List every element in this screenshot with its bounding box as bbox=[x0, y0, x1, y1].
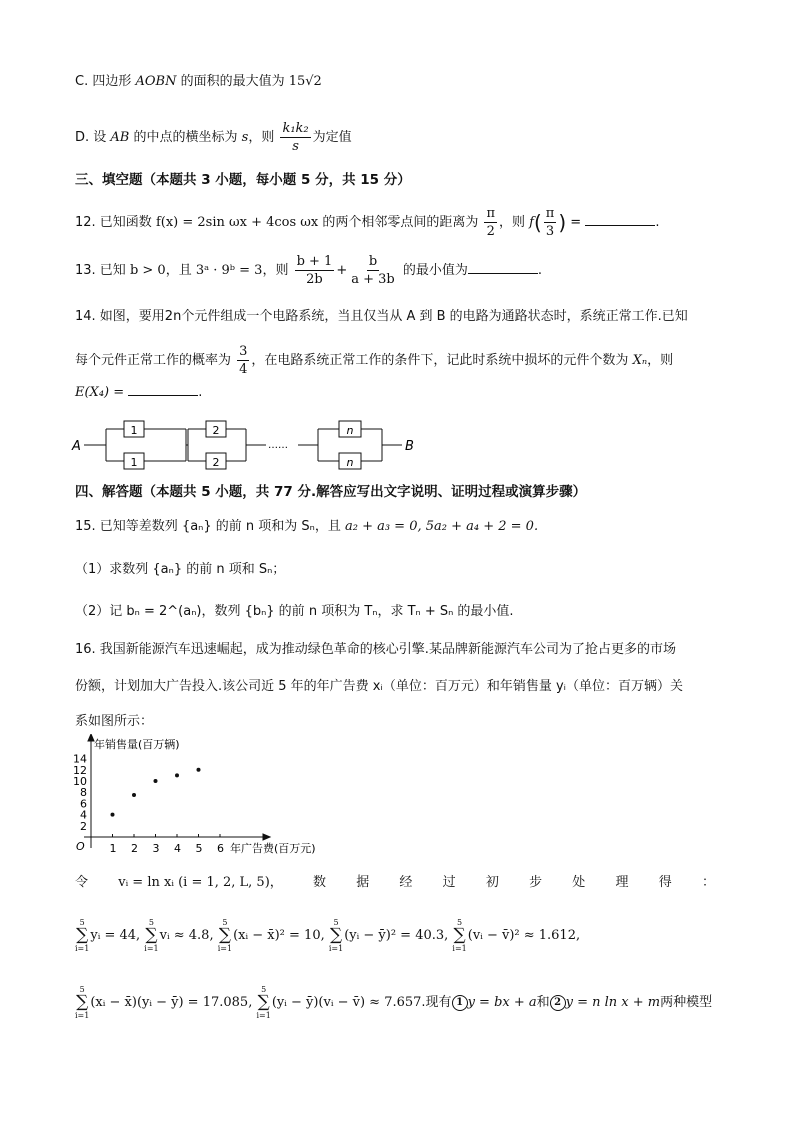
data-point bbox=[111, 813, 115, 817]
stat-svv: (vᵢ − v̄)² ≈ 1.612, bbox=[467, 928, 581, 943]
q13-text: 13. 已知 bbox=[75, 263, 130, 278]
option-c-text2: 的面积的最大值为 bbox=[176, 74, 289, 89]
summation-symbol bbox=[75, 918, 89, 953]
summation-symbol bbox=[329, 918, 343, 953]
q13-fraction-1 bbox=[295, 253, 335, 288]
summation-symbol bbox=[256, 985, 270, 1020]
plus-sign: + bbox=[336, 263, 348, 278]
section-4-heading: 四、解答题（本题共 5 小题，共 77 分.解答应写出文字说明、证明过程或演算步骤） bbox=[75, 484, 587, 500]
sum-sign: ∑ bbox=[76, 992, 89, 1012]
q12-text: 12. 已知函数 bbox=[75, 215, 156, 230]
word: 处 bbox=[572, 875, 586, 890]
sum-sign: ∑ bbox=[145, 925, 158, 945]
option-c-value: 15√2 bbox=[288, 74, 322, 89]
word: 过 bbox=[442, 875, 456, 890]
fraction-k1k2-over-s bbox=[280, 120, 310, 155]
q16-tail: 两种模型 bbox=[660, 995, 713, 1010]
x-tick-label: 4 bbox=[174, 842, 181, 855]
q13-equation: 3ᵃ · 9ᵇ = 3 bbox=[195, 263, 263, 278]
question-16-line4 bbox=[75, 873, 715, 893]
q13-text4: 的最小值为 bbox=[398, 263, 468, 278]
sum-sign: ∑ bbox=[218, 925, 231, 945]
word: 经 bbox=[399, 875, 413, 890]
option-d bbox=[75, 120, 352, 155]
question-15-part1: （1）求数列 {aₙ} 的前 n 项和 Sₙ； bbox=[75, 562, 286, 577]
model-1: y = bx + a bbox=[467, 995, 537, 1010]
component-label: n bbox=[346, 456, 354, 469]
segment-name: AB bbox=[110, 130, 130, 145]
component-label: 2 bbox=[212, 424, 220, 437]
component-label: 1 bbox=[130, 424, 138, 437]
q14-fraction-3-over-4 bbox=[237, 343, 249, 378]
sum-upper: 5 bbox=[79, 985, 85, 994]
sum-lower: i=1 bbox=[328, 944, 344, 953]
frac-numerator: 3 bbox=[239, 344, 248, 359]
sum-lower: i=1 bbox=[144, 944, 159, 953]
component-label: 1 bbox=[130, 456, 138, 469]
word: 初 bbox=[485, 875, 499, 890]
sum-lower: i=1 bbox=[75, 1011, 90, 1020]
option-c-text: C. 四边形 bbox=[75, 74, 136, 89]
q12-function: f(x) = 2sin ωx + 4cos ωx bbox=[155, 215, 319, 230]
data-point bbox=[132, 793, 136, 797]
option-d-text2: 的中点的横坐标为 bbox=[129, 130, 242, 145]
question-16-line2: 份额，计划加大广告投入.该公司近 5 年的年广告费 xᵢ（单位：百万元）和年销售量 yᵢ（单位：百万辆）关 bbox=[75, 679, 683, 694]
data-point bbox=[154, 779, 158, 783]
question-15 bbox=[75, 517, 538, 537]
summation-symbol bbox=[144, 918, 158, 953]
x-tick-label: 6 bbox=[217, 842, 224, 855]
sum-upper: 5 bbox=[457, 918, 463, 927]
frac-denominator: 4 bbox=[239, 362, 248, 377]
word: 数 bbox=[312, 875, 326, 890]
q14-text3: ，则 bbox=[647, 353, 674, 368]
summary-statistics-line1 bbox=[75, 918, 580, 953]
frac-numerator: b bbox=[368, 254, 378, 269]
q15-text: 15. 已知等差数列 {aₙ} 的前 n 项和为 Sₙ，且 bbox=[75, 519, 345, 534]
component-label: n bbox=[346, 424, 354, 437]
circuit-label-a: A bbox=[72, 439, 81, 454]
sum-lower: i=1 bbox=[452, 944, 467, 953]
model-2: y = n ln x + m bbox=[565, 995, 661, 1010]
data-point bbox=[175, 773, 179, 777]
frac-numerator: π bbox=[486, 206, 496, 221]
stat-sxy: (xᵢ − x̄)(yᵢ − ȳ) = 17.085, bbox=[90, 995, 253, 1010]
word: 理 bbox=[615, 875, 629, 890]
sum-upper: 5 bbox=[79, 918, 85, 927]
y-tick-label: 2 bbox=[80, 819, 87, 833]
sum-lower: i=1 bbox=[256, 1011, 271, 1020]
section-3-heading: 三、填空题（本题共 3 小题，每小题 5 分，共 15 分） bbox=[75, 172, 411, 188]
sum-upper: 5 bbox=[333, 918, 339, 927]
frac-denominator: s bbox=[292, 139, 299, 154]
word: 得 bbox=[658, 875, 672, 890]
q14-text2: ，在电路系统正常工作的条件下，记此时系统中损坏的元件个数为 bbox=[251, 353, 633, 368]
q15-conditions: a₂ + a₃ = 0, 5a₂ + a₄ + 2 = 0. bbox=[344, 519, 539, 534]
frac-numerator: π bbox=[545, 206, 555, 221]
x-tick-label: 2 bbox=[131, 842, 138, 855]
q14-text: 每个元件正常工作的概率为 bbox=[75, 353, 236, 368]
origin-label: O bbox=[76, 840, 85, 853]
y-tick-label: 14 bbox=[73, 752, 87, 766]
sum-upper: 5 bbox=[261, 985, 267, 994]
frac-denominator: 3 bbox=[545, 224, 555, 239]
answer-blank-14[interactable] bbox=[128, 383, 198, 396]
transform-definition: vᵢ = ln xᵢ (i = 1, 2, L, 5)， bbox=[118, 875, 283, 890]
sum-upper: 5 bbox=[222, 918, 228, 927]
x-tick-label: 5 bbox=[195, 842, 203, 855]
word: 步 bbox=[529, 875, 543, 890]
q14-xn: Xₙ bbox=[632, 353, 648, 368]
question-15-part2: （2）记 bₙ = 2^(aₙ)，数列 {bₙ} 的前 n 项积为 Tₙ，求 Tₙ + Sₙ 的最小值. bbox=[75, 604, 514, 619]
sum-upper: 5 bbox=[148, 918, 155, 927]
sum-lower: i=1 bbox=[75, 944, 90, 953]
data-point bbox=[197, 768, 201, 772]
q14-expectation: E(X₄) = bbox=[75, 385, 125, 400]
q13-condition: b > 0 bbox=[129, 263, 166, 278]
frac-denominator: a + 3b bbox=[351, 272, 395, 287]
question-16-line3: 系如图所示： bbox=[75, 714, 154, 729]
component-label: 2 bbox=[212, 456, 220, 469]
q12-fraction-pi-over-2 bbox=[484, 205, 497, 240]
scatter-chart bbox=[70, 734, 370, 864]
stat-sxx: (xᵢ − x̄)² = 10, bbox=[233, 928, 325, 943]
question-14-line1: 14. 如图，要用2n个元件组成一个电路系统，当且仅当从 A 到 B 的电路为通路状态时，系统正常工作.已知 bbox=[75, 309, 688, 324]
sum-sign: ∑ bbox=[76, 925, 89, 945]
summation-symbol bbox=[75, 985, 89, 1020]
question-12: 12. 已知函数 f(x) = 2sin ωx + 4cos ωx 的两个相邻零点间的距离为 $\frac{\pi}{2}$ ，则 f( $\frac{\pi}{3}$ ) = . bbox=[75, 206, 660, 239]
stat-syv: (yᵢ − ȳ)(vᵢ − v̄) ≈ 7.657 bbox=[271, 995, 422, 1010]
summation-symbol bbox=[218, 918, 232, 953]
circled-number-2: 2 bbox=[550, 995, 566, 1011]
option-d-tail: 为定值 bbox=[312, 130, 352, 145]
y-tick-label: 4 bbox=[80, 808, 87, 822]
frac-denominator: 2 bbox=[486, 224, 495, 239]
option-d-text: D. 设 bbox=[75, 130, 111, 145]
frac-numerator: k₁k₂ bbox=[282, 121, 309, 136]
circled-number-1: 1 bbox=[452, 995, 468, 1011]
summary-statistics-line2 bbox=[75, 985, 712, 1020]
q12-eq: = bbox=[566, 215, 582, 230]
word: ： bbox=[701, 875, 715, 890]
q13-text3: ，则 bbox=[262, 263, 293, 278]
q16-and: 和 bbox=[536, 995, 550, 1010]
y-tick-label: 12 bbox=[73, 763, 87, 777]
frac-denominator: 2b bbox=[306, 272, 323, 287]
question-16-line1: 16. 我国新能源汽车迅速崛起，成为推动绿色革命的核心引擎.某品牌新能源汽车公司为了抢占更多的市场 bbox=[75, 642, 676, 657]
word: 令 bbox=[75, 875, 89, 890]
q16-text: .现有 bbox=[421, 995, 452, 1010]
option-d-then: ，则 bbox=[248, 130, 279, 145]
y-axis-label: 年销售量(百万辆) bbox=[94, 738, 180, 751]
y-tick-label: 10 bbox=[73, 775, 87, 788]
q13-fraction-2 bbox=[349, 253, 397, 288]
q12-fraction-pi-over-3 bbox=[544, 205, 557, 240]
q12-text3: ，则 bbox=[499, 215, 530, 230]
y-tick-label: 6 bbox=[80, 797, 87, 811]
answer-blank-12[interactable] bbox=[585, 213, 655, 226]
stat-sum-v: vᵢ ≈ 4.8, bbox=[159, 928, 214, 943]
answer-blank-13[interactable] bbox=[468, 261, 538, 274]
circuit-label-b: B bbox=[405, 439, 414, 454]
sum-sign: ∑ bbox=[329, 925, 343, 945]
word: 据 bbox=[356, 875, 370, 890]
stat-sum-y: yᵢ = 44, bbox=[90, 928, 141, 943]
x-tick-label: 3 bbox=[152, 842, 160, 855]
circuit-ellipsis: …… bbox=[268, 440, 288, 451]
option-c bbox=[75, 72, 322, 92]
question-13: 13. 已知 b > 0，且 3ᵃ · 9ᵇ = 3，则 $\frac{b + 1}{2b}$ + $\frac{b}{a + 3b}$ 的最小值为 . bbox=[75, 254, 543, 287]
quadrilateral-name: AOBN bbox=[135, 74, 177, 89]
frac-numerator: b + 1 bbox=[296, 254, 333, 269]
q12-text2: 的两个相邻零点间的距离为 bbox=[318, 215, 483, 230]
sum-sign: ∑ bbox=[453, 925, 466, 945]
sum-sign: ∑ bbox=[257, 992, 270, 1012]
sum-lower: i=1 bbox=[217, 944, 233, 953]
q12-f: f bbox=[529, 215, 534, 230]
summation-symbol bbox=[452, 918, 466, 953]
q13-text2: ，且 bbox=[165, 263, 196, 278]
x-tick-label: 1 bbox=[109, 842, 117, 855]
x-axis-label: 年广告费(百万元) bbox=[230, 842, 316, 855]
y-tick-label: 8 bbox=[80, 786, 87, 800]
circuit-diagram bbox=[70, 415, 430, 475]
question-14-line2 bbox=[75, 343, 673, 378]
var-s: s bbox=[241, 130, 249, 145]
stat-syy: (yᵢ − ȳ)² = 40.3, bbox=[344, 928, 449, 943]
question-14-line3: E(X₄) = . bbox=[75, 385, 203, 400]
